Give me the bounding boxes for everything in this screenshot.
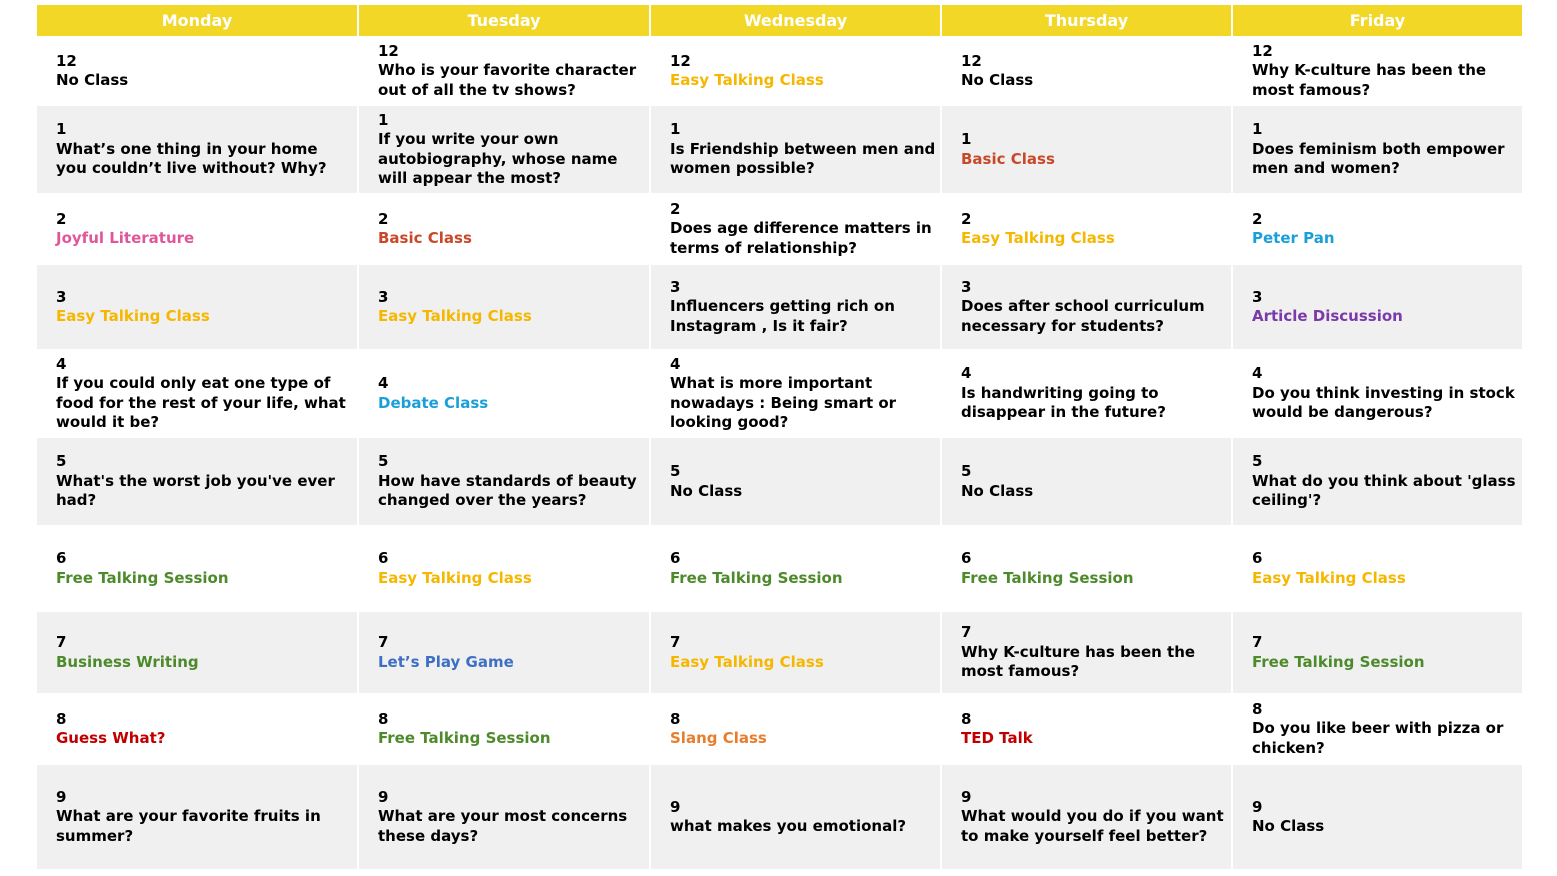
class-topic: Debate Class bbox=[378, 393, 489, 412]
schedule-row bbox=[36, 193, 1523, 265]
class-time: 2 bbox=[56, 209, 67, 228]
class-topic: If you write your own autobiography, whose name will appear the most? bbox=[378, 130, 618, 187]
schedule-cell-thursday bbox=[941, 765, 1232, 869]
class-time: 7 bbox=[961, 623, 972, 642]
schedule-cell-monday bbox=[36, 765, 358, 869]
schedule-cell-thursday bbox=[941, 265, 1232, 349]
class-time: 6 bbox=[378, 549, 389, 567]
class-topic: Free Talking Session bbox=[56, 568, 229, 587]
class-time: 5 bbox=[961, 462, 972, 480]
class-topic: What do you think about 'glass ceiling'? bbox=[1252, 471, 1516, 510]
schedule-row bbox=[36, 106, 1523, 193]
schedule-cell-monday bbox=[36, 349, 358, 438]
class-topic: No Class bbox=[961, 481, 1034, 500]
class-topic: What are your most concerns these days? bbox=[378, 807, 628, 845]
schedule-row bbox=[36, 438, 1523, 525]
day-header-wednesday: Wednesday bbox=[650, 5, 941, 36]
class-topic: Let’s Play Game bbox=[378, 652, 514, 671]
schedule-cell-friday bbox=[1232, 349, 1523, 438]
class-time: 7 bbox=[378, 633, 389, 651]
class-time: 1 bbox=[961, 130, 972, 148]
class-topic: Free Talking Session bbox=[1252, 652, 1425, 671]
class-time: 7 bbox=[670, 633, 681, 651]
schedule-row bbox=[36, 525, 1523, 612]
schedule-cell-monday bbox=[36, 612, 358, 693]
class-time: 3 bbox=[56, 287, 67, 306]
class-time: 5 bbox=[670, 462, 681, 480]
class-time: 3 bbox=[378, 287, 389, 306]
class-topic: Who is your favorite character out of all the tv shows? bbox=[378, 61, 637, 99]
class-topic: Easy Talking Class bbox=[670, 652, 824, 671]
schedule-cell-friday bbox=[1232, 693, 1523, 765]
schedule-row bbox=[36, 36, 1523, 106]
class-time: 12 bbox=[1252, 41, 1273, 60]
class-time: 4 bbox=[670, 354, 681, 373]
class-time: 9 bbox=[378, 787, 389, 806]
schedule-cell-friday bbox=[1232, 525, 1523, 612]
schedule-cell-tuesday bbox=[358, 438, 650, 525]
class-time: 5 bbox=[1252, 452, 1263, 471]
class-time: 2 bbox=[378, 209, 389, 228]
schedule-cell-thursday bbox=[941, 193, 1232, 265]
class-topic: If you could only eat one type of food for the rest of your life, what would it be? bbox=[56, 374, 346, 431]
class-time: 1 bbox=[1252, 120, 1263, 139]
class-time: 8 bbox=[961, 709, 972, 728]
schedule-cell-friday bbox=[1232, 106, 1523, 193]
class-time: 5 bbox=[56, 452, 67, 471]
class-topic: Easy Talking Class bbox=[378, 307, 532, 325]
weekly-class-schedule bbox=[35, 5, 1524, 869]
schedule-cell-wednesday bbox=[650, 765, 941, 869]
class-time: 1 bbox=[378, 110, 389, 129]
class-time: 1 bbox=[56, 120, 67, 139]
schedule-row bbox=[36, 349, 1523, 438]
class-time: 9 bbox=[56, 787, 67, 806]
schedule-cell-thursday bbox=[941, 106, 1232, 193]
class-topic: Is Friendship between men and women possible? bbox=[670, 139, 936, 178]
schedule-cell-friday bbox=[1232, 612, 1523, 693]
class-topic: Peter Pan bbox=[1252, 229, 1335, 247]
schedule-cell-wednesday bbox=[650, 612, 941, 693]
schedule-cell-tuesday bbox=[358, 612, 650, 693]
schedule-cell-thursday bbox=[941, 349, 1232, 438]
class-topic: No Class bbox=[670, 481, 743, 500]
class-topic: Basic Class bbox=[378, 229, 472, 247]
day-header-monday: Monday bbox=[36, 5, 358, 36]
schedule-cell-friday bbox=[1232, 265, 1523, 349]
schedule-cell-friday bbox=[1232, 193, 1523, 265]
class-topic: Is handwriting going to disappear in the future? bbox=[961, 383, 1166, 422]
day-header-thursday: Thursday bbox=[941, 5, 1232, 36]
class-time: 2 bbox=[1252, 209, 1263, 228]
class-topic: TED Talk bbox=[961, 729, 1033, 747]
class-topic: Does feminism both empower men and women? bbox=[1252, 139, 1505, 178]
schedule-cell-friday bbox=[1232, 36, 1523, 106]
class-time: 1 bbox=[670, 120, 681, 139]
class-time: 2 bbox=[961, 209, 972, 228]
schedule-cell-tuesday bbox=[358, 36, 650, 106]
class-time: 4 bbox=[56, 354, 67, 373]
class-time: 3 bbox=[670, 277, 681, 296]
class-time: 8 bbox=[1252, 699, 1263, 718]
class-topic: What are your favorite fruits in summer? bbox=[56, 807, 321, 845]
schedule-cell-tuesday bbox=[358, 693, 650, 765]
class-topic: what makes you emotional? bbox=[670, 817, 907, 835]
class-topic: Influencers getting rich on Instagram , Is it fair? bbox=[670, 297, 895, 335]
schedule-cell-monday bbox=[36, 265, 358, 349]
class-time: 9 bbox=[670, 797, 681, 816]
class-topic: Do you think investing in stock would be dangerous? bbox=[1252, 383, 1515, 422]
schedule-cell-thursday bbox=[941, 438, 1232, 525]
class-time: 6 bbox=[56, 549, 67, 567]
schedule-cell-wednesday bbox=[650, 36, 941, 106]
class-topic: How have standards of beauty changed over the years? bbox=[378, 471, 637, 510]
schedule-cell-thursday bbox=[941, 693, 1232, 765]
schedule-cell-friday bbox=[1232, 765, 1523, 869]
class-time: 4 bbox=[378, 374, 389, 392]
class-topic: Easy Talking Class bbox=[961, 229, 1115, 247]
class-time: 9 bbox=[1252, 797, 1263, 816]
schedule-cell-monday bbox=[36, 438, 358, 525]
class-time: 7 bbox=[56, 633, 67, 651]
class-time: 12 bbox=[961, 51, 982, 70]
schedule-cell-tuesday bbox=[358, 349, 650, 438]
day-header-row bbox=[36, 5, 1523, 36]
class-topic: What’s one thing in your home you couldn’t live without? Why? bbox=[56, 139, 327, 178]
schedule-cell-wednesday bbox=[650, 693, 941, 765]
class-time: 2 bbox=[670, 199, 681, 218]
schedule-cell-tuesday bbox=[358, 265, 650, 349]
class-topic: Free Talking Session bbox=[670, 568, 843, 587]
schedule-cell-thursday bbox=[941, 525, 1232, 612]
class-topic: No Class bbox=[56, 71, 129, 89]
class-time: 7 bbox=[1252, 633, 1263, 651]
schedule-row bbox=[36, 265, 1523, 349]
class-topic: What is more important nowadays : Being smart or looking good? bbox=[670, 374, 897, 431]
class-topic: Do you like beer with pizza or chicken? bbox=[1252, 719, 1504, 757]
class-topic: Guess What? bbox=[56, 729, 166, 747]
class-topic: No Class bbox=[961, 71, 1034, 89]
schedule-row bbox=[36, 765, 1523, 869]
schedule-cell-thursday bbox=[941, 612, 1232, 693]
schedule-cell-wednesday bbox=[650, 438, 941, 525]
class-topic: Does age difference matters in terms of relationship? bbox=[670, 219, 932, 257]
class-time: 6 bbox=[961, 549, 972, 567]
class-topic: Joyful Literature bbox=[56, 229, 195, 247]
class-time: 6 bbox=[1252, 549, 1263, 567]
class-time: 6 bbox=[670, 549, 681, 567]
schedule-cell-monday bbox=[36, 525, 358, 612]
schedule-cell-tuesday bbox=[358, 765, 650, 869]
class-topic: No Class bbox=[1252, 817, 1325, 835]
class-topic: Basic Class bbox=[961, 149, 1055, 168]
schedule-cell-wednesday bbox=[650, 106, 941, 193]
class-time: 8 bbox=[56, 709, 67, 728]
schedule-cell-monday bbox=[36, 693, 358, 765]
schedule-cell-wednesday bbox=[650, 349, 941, 438]
schedule-cell-monday bbox=[36, 106, 358, 193]
class-time: 12 bbox=[56, 51, 77, 70]
schedule-row bbox=[36, 612, 1523, 693]
day-header-tuesday: Tuesday bbox=[358, 5, 650, 36]
class-topic: Article Discussion bbox=[1252, 307, 1403, 325]
schedule-cell-tuesday bbox=[358, 525, 650, 612]
class-topic: Does after school curriculum necessary for students? bbox=[961, 297, 1205, 335]
schedule-cell-tuesday bbox=[358, 106, 650, 193]
schedule-cell-wednesday bbox=[650, 525, 941, 612]
class-time: 3 bbox=[961, 277, 972, 296]
class-time: 4 bbox=[961, 364, 972, 383]
class-time: 4 bbox=[1252, 364, 1263, 383]
class-topic: Easy Talking Class bbox=[670, 71, 824, 89]
schedule-cell-monday bbox=[36, 36, 358, 106]
class-time: 12 bbox=[378, 41, 399, 60]
class-time: 9 bbox=[961, 787, 972, 806]
schedule-cell-monday bbox=[36, 193, 358, 265]
schedule-row bbox=[36, 693, 1523, 765]
class-topic: Why K-culture has been the most famous? bbox=[1252, 61, 1487, 99]
class-time: 5 bbox=[378, 452, 389, 471]
class-topic: Business Writing bbox=[56, 652, 199, 671]
class-time: 3 bbox=[1252, 287, 1263, 306]
schedule-cell-thursday bbox=[941, 36, 1232, 106]
schedule-cell-tuesday bbox=[358, 193, 650, 265]
class-topic: Free Talking Session bbox=[378, 729, 551, 747]
class-topic: Free Talking Session bbox=[961, 568, 1134, 587]
class-topic: What would you do if you want to make yourself feel better? bbox=[961, 807, 1224, 845]
schedule-cell-wednesday bbox=[650, 193, 941, 265]
class-topic: What's the worst job you've ever had? bbox=[56, 471, 335, 510]
class-time: 8 bbox=[378, 709, 389, 728]
schedule-cell-wednesday bbox=[650, 265, 941, 349]
class-time: 8 bbox=[670, 709, 681, 728]
class-topic: Easy Talking Class bbox=[378, 568, 532, 587]
schedule-cell-friday bbox=[1232, 438, 1523, 525]
day-header-friday: Friday bbox=[1232, 5, 1523, 36]
class-topic: Why K-culture has been the most famous? bbox=[961, 642, 1196, 681]
class-time: 12 bbox=[670, 51, 691, 70]
class-topic: Slang Class bbox=[670, 729, 767, 747]
class-topic: Easy Talking Class bbox=[1252, 568, 1406, 587]
class-topic: Easy Talking Class bbox=[56, 307, 210, 325]
